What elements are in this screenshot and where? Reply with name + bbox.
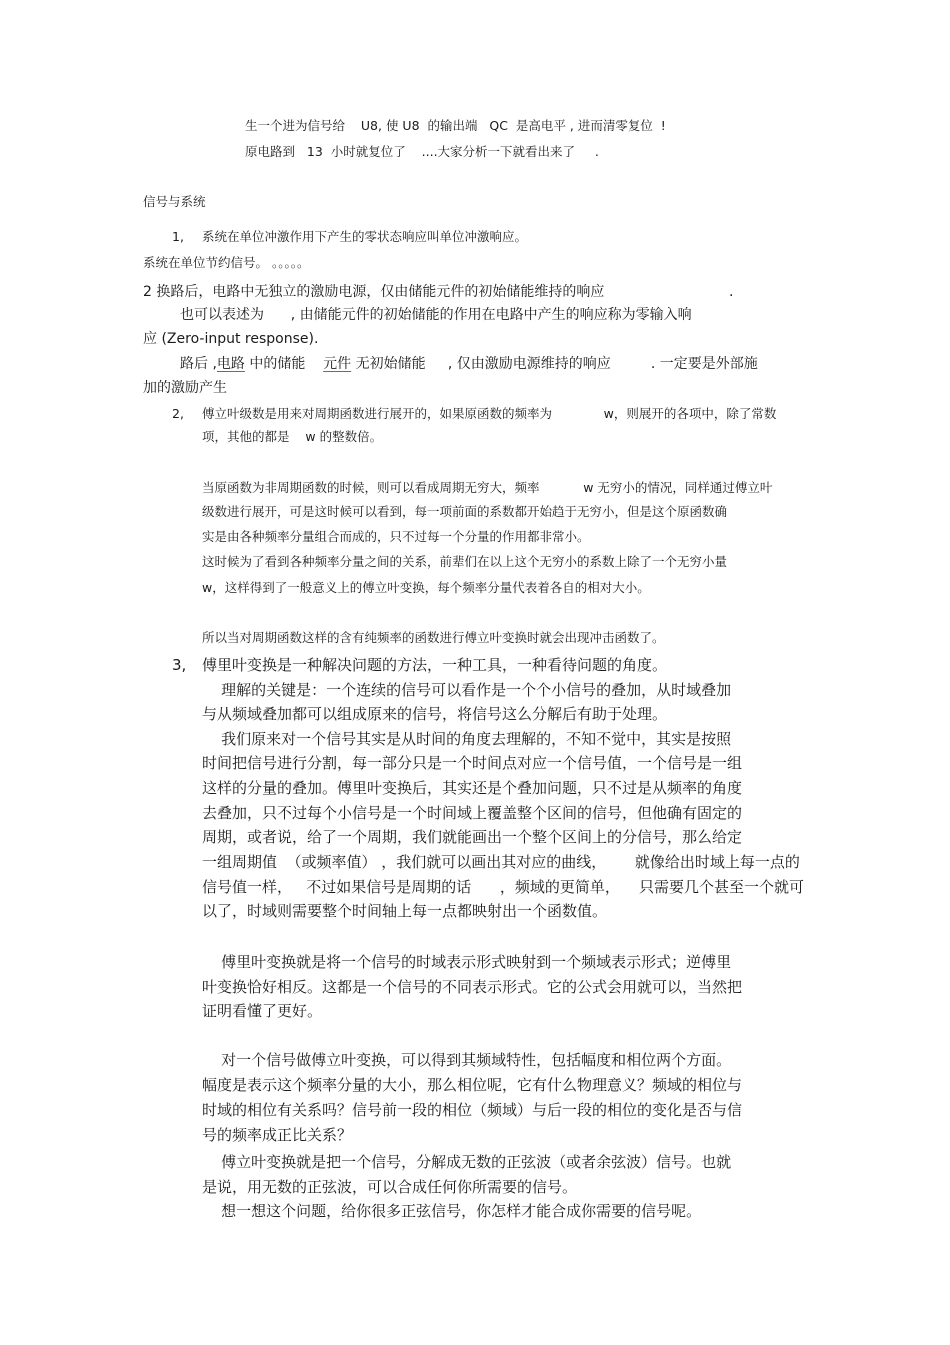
item3-para2-line-2: 叶变换恰好相反。这都是一个信号的不同表示形式。它的公式会用就可以，当然把: [202, 978, 743, 996]
top-line-1: 生一个进为信号给 U8, 使 U8 的输出端 QC 是高电平 , 进而清零复位 !: [245, 118, 666, 133]
item3-line-1: 傅里叶变换是一种解决问题的方法，一种工具，一种看待问题的角度。: [202, 656, 668, 674]
zero-state-mid: 中的储能: [244, 356, 324, 372]
zero-input-line-1: 2 换路后，电路中无独立的激励电源，仅由储能元件的初始储能维持的响应 .: [143, 284, 734, 300]
item2-para-line-4: 这时候为了看到各种频率分量之间的关系，前辈们在以上这个无穷小的系数上除了一个无穷小量: [202, 554, 728, 569]
item3-para3-line-3: 时域的相位有关系吗？信号前一段的相位（频域）与后一段的相位的变化是否与信: [202, 1101, 743, 1119]
item1-text: 系统在单位冲激作用下产生的零状态响应叫单位冲激响应。: [202, 229, 528, 244]
item3-para3-line-1: 对一个信号做傅立叶变换，可以得到其频域特性，包括幅度和相位两个方面。: [202, 1051, 732, 1069]
zero-state-rest: 无初始储能 , 仅由激励电源维持的响应 . 一定要是外部施: [351, 356, 758, 372]
item3-para3-line-5: 傅立叶变换就是把一个信号，分解成无数的正弦波（或者余弦波）信号。也就: [202, 1153, 732, 1171]
item3-para2-line-1: 傅里叶变换就是将一个信号的时域表示形式映射到一个频域表示形式；逆傅里: [202, 953, 732, 971]
item3-line-9: 一组周期值 （或频率值） ，我们就可以画出其对应的曲线， 就像给出时域上每一点的: [202, 853, 800, 871]
item2-para-line-5: w，这样得到了一般意义上的傅立叶变换，每个频率分量代表着各自的相对大小。: [202, 580, 650, 595]
item3-line-10: 信号值一样， 不过如果信号是周期的话 ，频域的更简单， 只需要几个甚至一个就可: [202, 878, 804, 896]
item3-line-2: 理解的关键是：一个连续的信号可以看作是一个个小信号的叠加，从时域叠加: [202, 681, 732, 699]
item2-line-1: 傅立叶级数是用来对周期函数进行展开的，如果原函数的频率为 w，则展开的各项中，除了常数: [202, 406, 777, 421]
circuit-link[interactable]: 电路: [216, 356, 245, 372]
zero-state-prefix: 路后 ,: [180, 356, 217, 372]
item3-line-11: 以了，时域则需要整个时间轴上每一点都映射出一个函数值。: [202, 902, 608, 920]
element-link[interactable]: 元件: [323, 356, 352, 372]
item2-para-line-6: 所以当对周期函数这样的含有纯频率的函数进行傅立叶变换时就会出现冲击函数了。: [202, 630, 665, 645]
item3-para3-line-2: 幅度是表示这个频率分量的大小，那么相位呢，它有什么物理意义？频域的相位与: [202, 1076, 743, 1094]
item3-number: 3,: [172, 656, 187, 674]
item3-line-8: 周期，或者说，给了一个周期，我们就能画出一个整个区间上的分信号，那么给定: [202, 828, 743, 846]
item3-line-7: 去叠加，只不过每个小信号是一个时间域上覆盖整个区间的信号，但他确有固定的: [202, 804, 743, 822]
item3-line-3: 与从频域叠加都可以组成原来的信号，将信号这么分解后有助于处理。: [202, 705, 668, 723]
zero-state-line-2: 加的激励产生: [143, 380, 227, 396]
item3-para3-line-6: 是说，用无数的正弦波，可以合成任何你所需要的信号。: [202, 1178, 578, 1196]
top-line-2: 原电路到 13 小时就复位了 ....大家分析一下就看出来了 .: [245, 144, 599, 159]
zero-input-line-3: 应 (Zero-input response).: [143, 331, 319, 347]
item2-line-2: 项，其他的都是 w 的整数倍。: [202, 429, 383, 444]
item2-para-line-1: 当原函数为非周期函数的时候，则可以看成周期无穷大，频率 w 无穷小的情况，同样通过傅立叶: [202, 480, 773, 495]
item1-number: 1,: [172, 229, 184, 244]
item3-para3-line-7: 想一想这个问题，给你很多正弦信号，你怎样才能合成你需要的信号呢。: [202, 1202, 702, 1220]
item2-number: 2,: [172, 406, 184, 421]
item2-para-line-2: 级数进行展开，可是这时候可以看到，每一项前面的系数都开始趋于无穷小，但是这个原函数确: [202, 504, 728, 519]
zero-state-line-1: [180, 357, 758, 371]
item3-line-6: 这样的分量的叠加。傅里叶变换后，其实还是个叠加问题，只不过是从频率的角度: [202, 779, 743, 797]
item3-line-5: 时间把信号进行分割，每一部分只是一个时间点对应一个信号值，一个信号是一组: [202, 754, 743, 772]
item3-line-4: 我们原来对一个信号其实是从时间的角度去理解的，不知不觉中，其实是按照: [202, 730, 732, 748]
zero-input-line-2: 也可以表述为 , 由储能元件的初始储能的作用在电路中产生的响应称为零输入响: [180, 307, 692, 323]
item2-para-line-3: 实是由各种频率分量组合而成的，只不过每一个分量的作用都非常小。: [202, 529, 590, 544]
section-title: 信号与系统: [143, 194, 206, 209]
item3-para2-line-3: 证明看懂了更好。: [202, 1002, 323, 1020]
item1-sub: 系统在单位节约信号。 。。。。。: [143, 255, 310, 270]
item3-para3-line-4: 号的频率成正比关系？: [202, 1126, 353, 1144]
